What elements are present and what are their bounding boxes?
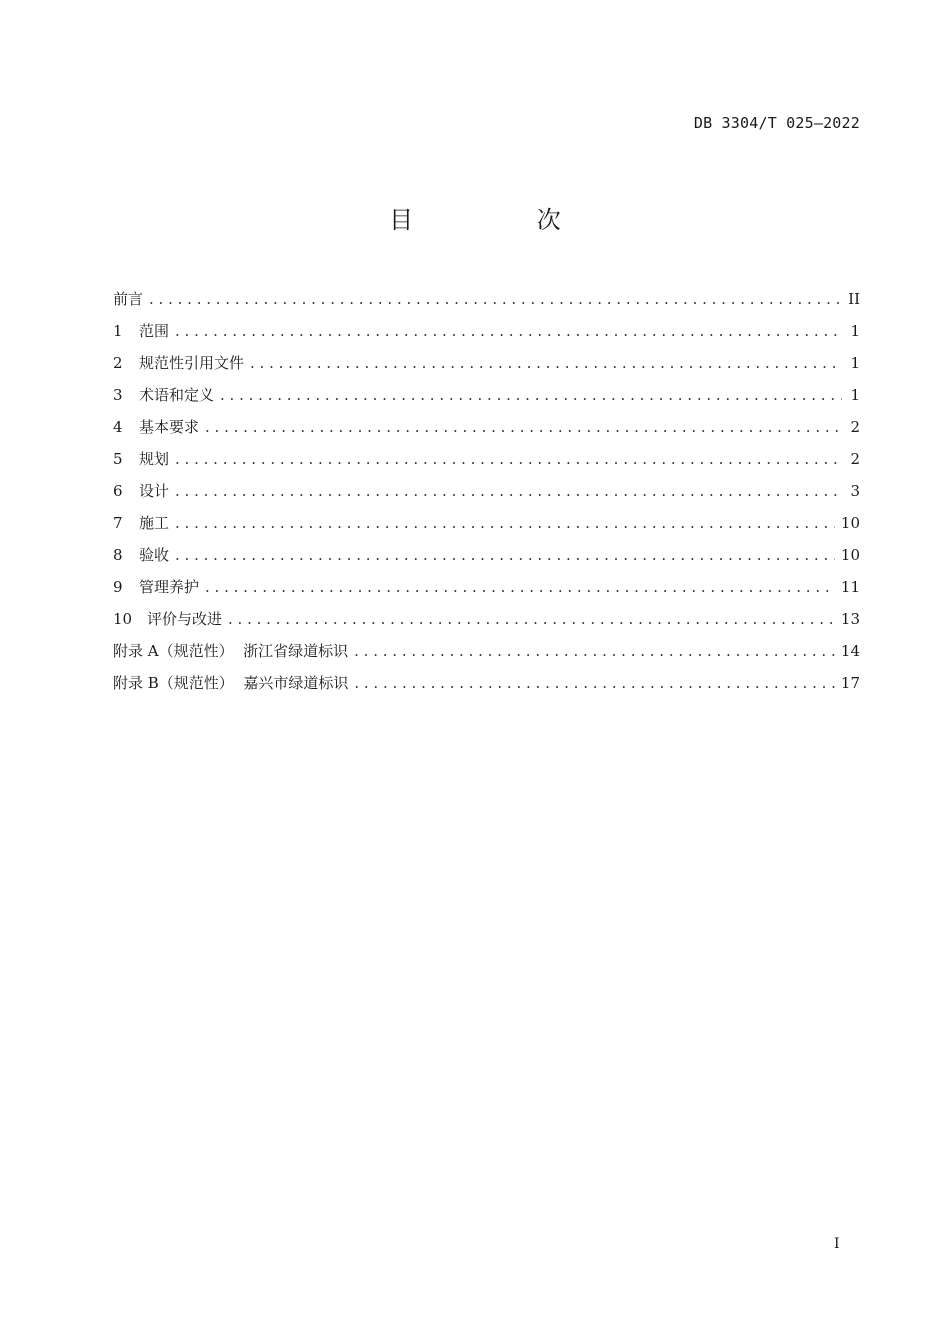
toc-entry-label: 验收: [139, 546, 170, 564]
toc-dot-leader: [228, 603, 835, 635]
toc-entry[interactable]: [113, 443, 860, 475]
toc-entry-page: II: [848, 290, 860, 308]
toc-entry[interactable]: [113, 411, 860, 443]
page-number: I: [834, 1236, 840, 1252]
toc-entry[interactable]: [113, 507, 860, 539]
toc-entry-label: 术语和定义: [139, 386, 215, 404]
toc-dot-leader: [175, 315, 842, 347]
toc-entry-label: 附录 B（规范性） 嘉兴市绿道标识: [113, 674, 349, 692]
toc-dot-leader: [175, 475, 842, 507]
toc-entry[interactable]: [113, 539, 860, 571]
toc-entry-page: 11: [840, 578, 860, 596]
toc-entry-page: 13: [840, 610, 860, 628]
toc-entry-number: 2: [113, 354, 123, 372]
toc-entry-label: 规划: [139, 450, 170, 468]
toc-dot-leader: [250, 347, 842, 379]
toc-entry-number: 10: [113, 610, 133, 628]
toc-entry-page: 1: [850, 386, 860, 404]
toc-entry[interactable]: [113, 315, 860, 347]
toc-title: 目 次: [389, 206, 619, 234]
toc-entry[interactable]: [113, 475, 860, 507]
toc-entry[interactable]: [113, 635, 860, 667]
toc-entry-label: 基本要求: [139, 418, 200, 436]
toc-entry-label: 施工: [139, 514, 170, 532]
toc-dot-leader: [205, 571, 835, 603]
toc-entry-number: 9: [113, 578, 123, 596]
toc-dot-leader: [205, 411, 842, 443]
toc-entry-label: 范围: [139, 322, 170, 340]
toc-entry-label: 评价与改进: [147, 610, 223, 628]
toc-entry-page: 14: [840, 642, 860, 660]
toc-entry[interactable]: [113, 667, 860, 699]
toc-entry-number: 1: [113, 322, 123, 340]
toc-entry[interactable]: [113, 603, 860, 635]
toc-dot-leader: [175, 443, 842, 475]
toc-entry-page: 17: [840, 674, 860, 692]
toc-entry-page: 1: [850, 354, 860, 372]
toc-entry-number: 7: [113, 514, 123, 532]
toc-entry-page: 10: [840, 514, 860, 532]
toc-entry-label: 规范性引用文件: [139, 354, 245, 372]
toc-entry-page: 2: [850, 450, 860, 468]
toc-entry-page: 10: [840, 546, 860, 564]
toc-entry-page: 2: [850, 418, 860, 436]
toc-entry-page: 1: [850, 322, 860, 340]
toc-entry-label: 附录 A（规范性） 浙江省绿道标识: [113, 642, 349, 660]
toc-entry[interactable]: [113, 571, 860, 603]
toc-entry-number: 4: [113, 418, 123, 436]
toc-entry-label: 前言: [113, 290, 144, 308]
toc-entry-number: 3: [113, 386, 123, 404]
toc-dot-leader: [220, 379, 842, 411]
toc-entry[interactable]: [113, 347, 860, 379]
toc-dot-leader: [175, 539, 835, 571]
document-code: DB 3304/T 025—2022: [693, 114, 860, 132]
toc-dot-leader: [149, 283, 842, 315]
toc-entry-number: 5: [113, 450, 123, 468]
toc-dot-leader: [354, 667, 835, 699]
table-of-contents: [113, 283, 860, 699]
toc-entry[interactable]: [113, 379, 860, 411]
toc-entry-number: 6: [113, 482, 123, 500]
toc-entry-label: 管理养护: [139, 578, 200, 596]
toc-entry-label: 设计: [139, 482, 170, 500]
toc-entry-page: 3: [850, 482, 860, 500]
toc-dot-leader: [354, 635, 835, 667]
toc-entry-number: 8: [113, 546, 123, 564]
toc-dot-leader: [175, 507, 835, 539]
toc-entry[interactable]: [113, 283, 860, 315]
